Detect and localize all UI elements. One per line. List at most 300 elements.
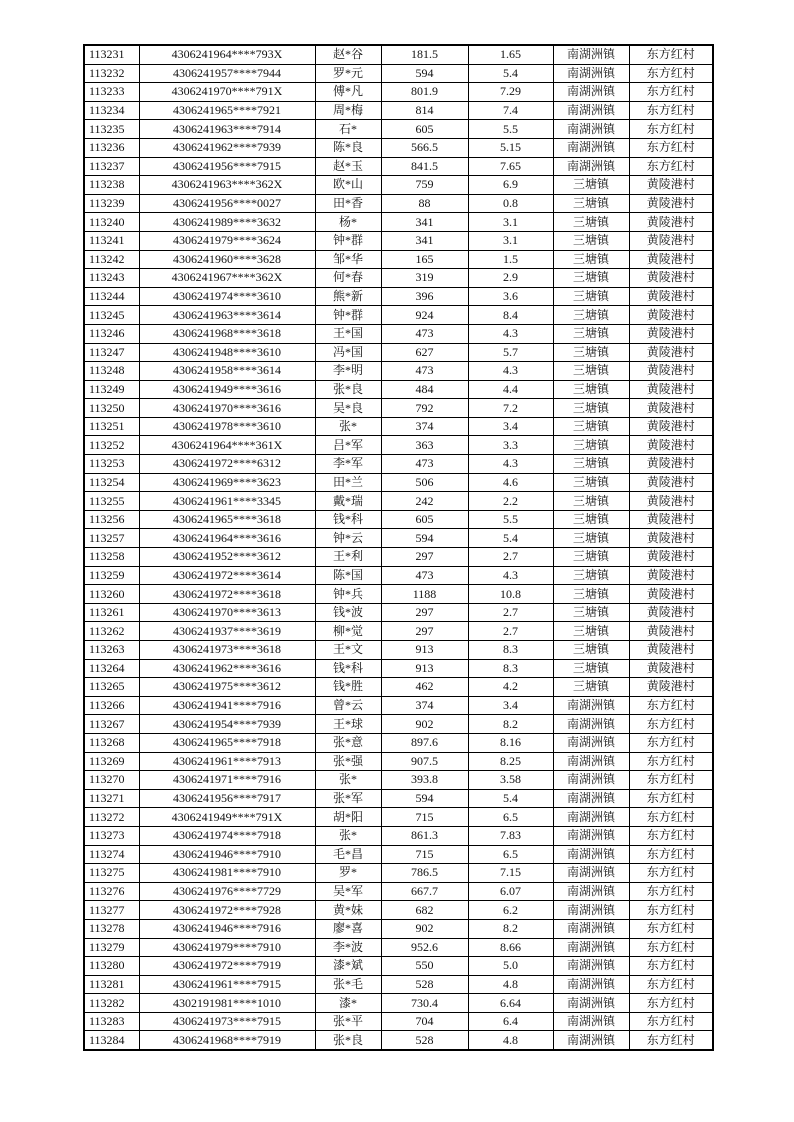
village-cell: 黄陵港村 (629, 548, 713, 567)
serial-number-cell: 113245 (84, 306, 139, 325)
amount-cell: 473 (381, 455, 468, 474)
id-number-cell: 4306241967****362X (139, 269, 315, 288)
amount-cell: 902 (381, 715, 468, 734)
village-cell: 黄陵港村 (629, 399, 713, 418)
town-cell: 三塘镇 (553, 417, 629, 436)
quantity-cell: 4.8 (468, 975, 553, 994)
town-cell: 南湖洲镇 (553, 733, 629, 752)
table-row (84, 529, 713, 548)
town-cell: 南湖洲镇 (553, 919, 629, 938)
serial-number-cell: 113251 (84, 417, 139, 436)
id-number-cell: 4306241941****7916 (139, 696, 315, 715)
serial-number-cell: 113269 (84, 752, 139, 771)
table-row (84, 436, 713, 455)
id-number-cell: 4306241952****3612 (139, 548, 315, 567)
town-cell: 三塘镇 (553, 603, 629, 622)
id-number-cell: 4306241937****3619 (139, 622, 315, 641)
name-cell: 吴*良 (315, 399, 381, 418)
table-row (84, 492, 713, 511)
village-cell: 东方红村 (629, 882, 713, 901)
id-number-cell: 4302191981****1010 (139, 994, 315, 1013)
id-number-cell: 4306241970****3613 (139, 603, 315, 622)
name-cell: 张* (315, 826, 381, 845)
serial-number-cell: 113235 (84, 120, 139, 139)
amount-cell: 913 (381, 641, 468, 660)
serial-number-cell: 113283 (84, 1012, 139, 1031)
town-cell: 南湖洲镇 (553, 120, 629, 139)
village-cell: 黄陵港村 (629, 417, 713, 436)
village-cell: 东方红村 (629, 919, 713, 938)
name-cell: 田*香 (315, 194, 381, 213)
id-number-cell: 4306241971****7916 (139, 771, 315, 790)
quantity-cell: 5.15 (468, 138, 553, 157)
id-number-cell: 4306241989****3632 (139, 213, 315, 232)
quantity-cell: 3.1 (468, 213, 553, 232)
village-cell: 黄陵港村 (629, 622, 713, 641)
quantity-cell: 8.3 (468, 641, 553, 660)
amount-cell: 473 (381, 324, 468, 343)
village-cell: 黄陵港村 (629, 603, 713, 622)
name-cell: 赵*谷 (315, 45, 381, 64)
town-cell: 三塘镇 (553, 362, 629, 381)
id-number-cell: 4306241969****3623 (139, 473, 315, 492)
serial-number-cell: 113255 (84, 492, 139, 511)
table-row (84, 380, 713, 399)
amount-cell: 165 (381, 250, 468, 269)
serial-number-cell: 113244 (84, 287, 139, 306)
name-cell: 张*强 (315, 752, 381, 771)
table-row (84, 324, 713, 343)
table-row (84, 1012, 713, 1031)
table-row (84, 696, 713, 715)
quantity-cell: 8.2 (468, 715, 553, 734)
quantity-cell: 5.7 (468, 343, 553, 362)
village-cell: 黄陵港村 (629, 287, 713, 306)
name-cell: 胡*阳 (315, 808, 381, 827)
village-cell: 东方红村 (629, 771, 713, 790)
village-cell: 黄陵港村 (629, 659, 713, 678)
quantity-cell: 8.25 (468, 752, 553, 771)
amount-cell: 242 (381, 492, 468, 511)
village-cell: 黄陵港村 (629, 176, 713, 195)
name-cell: 何*春 (315, 269, 381, 288)
serial-number-cell: 113241 (84, 231, 139, 250)
quantity-cell: 4.3 (468, 324, 553, 343)
name-cell: 钟*云 (315, 529, 381, 548)
village-cell: 黄陵港村 (629, 194, 713, 213)
quantity-cell: 5.4 (468, 529, 553, 548)
town-cell: 南湖洲镇 (553, 696, 629, 715)
table-row (84, 417, 713, 436)
table-row (84, 250, 713, 269)
quantity-cell: 4.8 (468, 1031, 553, 1050)
amount-cell: 759 (381, 176, 468, 195)
name-cell: 李*军 (315, 455, 381, 474)
id-number-cell: 4306241949****791X (139, 808, 315, 827)
village-cell: 东方红村 (629, 696, 713, 715)
village-cell: 黄陵港村 (629, 678, 713, 697)
serial-number-cell: 113260 (84, 585, 139, 604)
town-cell: 南湖洲镇 (553, 901, 629, 920)
quantity-cell: 6.64 (468, 994, 553, 1013)
serial-number-cell: 113238 (84, 176, 139, 195)
name-cell: 柳*觉 (315, 622, 381, 641)
table-row (84, 343, 713, 362)
serial-number-cell: 113253 (84, 455, 139, 474)
town-cell: 三塘镇 (553, 492, 629, 511)
town-cell: 南湖洲镇 (553, 1012, 629, 1031)
serial-number-cell: 113268 (84, 733, 139, 752)
town-cell: 三塘镇 (553, 343, 629, 362)
name-cell: 吕*军 (315, 436, 381, 455)
table-row (84, 548, 713, 567)
name-cell: 毛*昌 (315, 845, 381, 864)
id-number-cell: 4306241972****6312 (139, 455, 315, 474)
name-cell: 钱*胜 (315, 678, 381, 697)
amount-cell: 528 (381, 1031, 468, 1050)
village-cell: 东方红村 (629, 808, 713, 827)
name-cell: 陈*良 (315, 138, 381, 157)
serial-number-cell: 113231 (84, 45, 139, 64)
town-cell: 三塘镇 (553, 510, 629, 529)
id-number-cell: 4306241946****7910 (139, 845, 315, 864)
table-body (84, 45, 713, 1050)
amount-cell: 841.5 (381, 157, 468, 176)
table-row (84, 45, 713, 64)
serial-number-cell: 113257 (84, 529, 139, 548)
quantity-cell: 2.9 (468, 269, 553, 288)
town-cell: 南湖洲镇 (553, 157, 629, 176)
quantity-cell: 8.16 (468, 733, 553, 752)
quantity-cell: 3.58 (468, 771, 553, 790)
table-row (84, 566, 713, 585)
id-number-cell: 4306241963****3614 (139, 306, 315, 325)
table-row (84, 510, 713, 529)
quantity-cell: 4.3 (468, 455, 553, 474)
amount-cell: 667.7 (381, 882, 468, 901)
name-cell: 王*利 (315, 548, 381, 567)
name-cell: 赵*玉 (315, 157, 381, 176)
amount-cell: 473 (381, 362, 468, 381)
table-row (84, 306, 713, 325)
amount-cell: 913 (381, 659, 468, 678)
quantity-cell: 2.2 (468, 492, 553, 511)
name-cell: 张*毛 (315, 975, 381, 994)
amount-cell: 594 (381, 64, 468, 83)
id-number-cell: 4306241949****3616 (139, 380, 315, 399)
amount-cell: 341 (381, 231, 468, 250)
village-cell: 东方红村 (629, 789, 713, 808)
table-row (84, 194, 713, 213)
name-cell: 傅*凡 (315, 83, 381, 102)
village-cell: 东方红村 (629, 83, 713, 102)
quantity-cell: 6.5 (468, 808, 553, 827)
table-row (84, 678, 713, 697)
name-cell: 罗* (315, 864, 381, 883)
amount-cell: 786.5 (381, 864, 468, 883)
name-cell: 张*平 (315, 1012, 381, 1031)
serial-number-cell: 113252 (84, 436, 139, 455)
table-row (84, 176, 713, 195)
serial-number-cell: 113258 (84, 548, 139, 567)
table-row (84, 399, 713, 418)
quantity-cell: 2.7 (468, 603, 553, 622)
amount-cell: 393.8 (381, 771, 468, 790)
table-row (84, 101, 713, 120)
serial-number-cell: 113239 (84, 194, 139, 213)
amount-cell: 594 (381, 789, 468, 808)
village-cell: 东方红村 (629, 101, 713, 120)
id-number-cell: 4306241978****3610 (139, 417, 315, 436)
town-cell: 南湖洲镇 (553, 975, 629, 994)
id-number-cell: 4306241972****7928 (139, 901, 315, 920)
amount-cell: 897.6 (381, 733, 468, 752)
name-cell: 钟*兵 (315, 585, 381, 604)
village-cell: 黄陵港村 (629, 306, 713, 325)
table-row (84, 622, 713, 641)
quantity-cell: 1.65 (468, 45, 553, 64)
village-cell: 黄陵港村 (629, 529, 713, 548)
village-cell: 黄陵港村 (629, 324, 713, 343)
name-cell: 石* (315, 120, 381, 139)
town-cell: 三塘镇 (553, 622, 629, 641)
serial-number-cell: 113262 (84, 622, 139, 641)
town-cell: 三塘镇 (553, 473, 629, 492)
village-cell: 黄陵港村 (629, 510, 713, 529)
name-cell: 王*文 (315, 641, 381, 660)
amount-cell: 715 (381, 845, 468, 864)
name-cell: 陈*国 (315, 566, 381, 585)
id-number-cell: 4306241961****7913 (139, 752, 315, 771)
town-cell: 三塘镇 (553, 176, 629, 195)
name-cell: 曾*云 (315, 696, 381, 715)
name-cell: 熊*新 (315, 287, 381, 306)
id-number-cell: 4306241956****0027 (139, 194, 315, 213)
table-row (84, 603, 713, 622)
amount-cell: 605 (381, 510, 468, 529)
id-number-cell: 4306241973****3618 (139, 641, 315, 660)
quantity-cell: 8.4 (468, 306, 553, 325)
town-cell: 三塘镇 (553, 269, 629, 288)
town-cell: 南湖洲镇 (553, 45, 629, 64)
id-number-cell: 4306241974****3610 (139, 287, 315, 306)
id-number-cell: 4306241965****7918 (139, 733, 315, 752)
quantity-cell: 7.2 (468, 399, 553, 418)
town-cell: 三塘镇 (553, 213, 629, 232)
village-cell: 黄陵港村 (629, 362, 713, 381)
amount-cell: 528 (381, 975, 468, 994)
village-cell: 东方红村 (629, 1031, 713, 1050)
id-number-cell: 4306241958****3614 (139, 362, 315, 381)
quantity-cell: 4.4 (468, 380, 553, 399)
table-row (84, 808, 713, 827)
table-row (84, 733, 713, 752)
quantity-cell: 5.0 (468, 957, 553, 976)
table-row (84, 826, 713, 845)
id-number-cell: 4306241954****7939 (139, 715, 315, 734)
id-number-cell: 4306241975****3612 (139, 678, 315, 697)
village-cell: 黄陵港村 (629, 436, 713, 455)
id-number-cell: 4306241979****7910 (139, 938, 315, 957)
quantity-cell: 1.5 (468, 250, 553, 269)
town-cell: 南湖洲镇 (553, 957, 629, 976)
amount-cell: 605 (381, 120, 468, 139)
amount-cell: 341 (381, 213, 468, 232)
quantity-cell: 5.5 (468, 510, 553, 529)
town-cell: 三塘镇 (553, 529, 629, 548)
name-cell: 张*良 (315, 1031, 381, 1050)
table-row (84, 473, 713, 492)
village-cell: 东方红村 (629, 975, 713, 994)
town-cell: 三塘镇 (553, 231, 629, 250)
quantity-cell: 0.8 (468, 194, 553, 213)
serial-number-cell: 113261 (84, 603, 139, 622)
id-number-cell: 4306241957****7944 (139, 64, 315, 83)
name-cell: 钟*群 (315, 231, 381, 250)
table-row (84, 789, 713, 808)
id-number-cell: 4306241961****3345 (139, 492, 315, 511)
name-cell: 欧*山 (315, 176, 381, 195)
serial-number-cell: 113243 (84, 269, 139, 288)
id-number-cell: 4306241981****7910 (139, 864, 315, 883)
name-cell: 廖*喜 (315, 919, 381, 938)
town-cell: 三塘镇 (553, 436, 629, 455)
town-cell: 南湖洲镇 (553, 752, 629, 771)
village-cell: 黄陵港村 (629, 641, 713, 660)
table-row (84, 994, 713, 1013)
serial-number-cell: 113265 (84, 678, 139, 697)
town-cell: 三塘镇 (553, 399, 629, 418)
town-cell: 南湖洲镇 (553, 64, 629, 83)
town-cell: 南湖洲镇 (553, 938, 629, 957)
quantity-cell: 4.2 (468, 678, 553, 697)
amount-cell: 682 (381, 901, 468, 920)
amount-cell: 374 (381, 417, 468, 436)
amount-cell: 1188 (381, 585, 468, 604)
name-cell: 钟*群 (315, 306, 381, 325)
id-number-cell: 4306241962****7939 (139, 138, 315, 157)
village-cell: 东方红村 (629, 864, 713, 883)
table-row (84, 64, 713, 83)
village-cell: 东方红村 (629, 826, 713, 845)
serial-number-cell: 113247 (84, 343, 139, 362)
serial-number-cell: 113248 (84, 362, 139, 381)
serial-number-cell: 113271 (84, 789, 139, 808)
id-number-cell: 4306241979****3624 (139, 231, 315, 250)
serial-number-cell: 113264 (84, 659, 139, 678)
serial-number-cell: 113280 (84, 957, 139, 976)
serial-number-cell: 113236 (84, 138, 139, 157)
village-cell: 黄陵港村 (629, 343, 713, 362)
serial-number-cell: 113266 (84, 696, 139, 715)
name-cell: 杨* (315, 213, 381, 232)
village-cell: 东方红村 (629, 120, 713, 139)
village-cell: 东方红村 (629, 715, 713, 734)
village-cell: 黄陵港村 (629, 250, 713, 269)
village-cell: 东方红村 (629, 957, 713, 976)
id-number-cell: 4306241946****7916 (139, 919, 315, 938)
quantity-cell: 3.4 (468, 696, 553, 715)
amount-cell: 952.6 (381, 938, 468, 957)
amount-cell: 374 (381, 696, 468, 715)
quantity-cell: 7.83 (468, 826, 553, 845)
town-cell: 南湖洲镇 (553, 83, 629, 102)
id-number-cell: 4306241964****793X (139, 45, 315, 64)
id-number-cell: 4306241970****791X (139, 83, 315, 102)
table-row (84, 659, 713, 678)
quantity-cell: 6.07 (468, 882, 553, 901)
town-cell: 南湖洲镇 (553, 826, 629, 845)
table-row (84, 715, 713, 734)
amount-cell: 297 (381, 548, 468, 567)
name-cell: 钱*科 (315, 659, 381, 678)
name-cell: 冯*国 (315, 343, 381, 362)
town-cell: 南湖洲镇 (553, 138, 629, 157)
table-row (84, 1031, 713, 1050)
serial-number-cell: 113284 (84, 1031, 139, 1050)
serial-number-cell: 113282 (84, 994, 139, 1013)
amount-cell: 88 (381, 194, 468, 213)
town-cell: 三塘镇 (553, 585, 629, 604)
id-number-cell: 4306241972****3614 (139, 566, 315, 585)
serial-number-cell: 113277 (84, 901, 139, 920)
serial-number-cell: 113273 (84, 826, 139, 845)
village-cell: 黄陵港村 (629, 455, 713, 474)
id-number-cell: 4306241956****7915 (139, 157, 315, 176)
town-cell: 南湖洲镇 (553, 715, 629, 734)
quantity-cell: 4.6 (468, 473, 553, 492)
serial-number-cell: 113233 (84, 83, 139, 102)
serial-number-cell: 113276 (84, 882, 139, 901)
name-cell: 周*梅 (315, 101, 381, 120)
name-cell: 罗*元 (315, 64, 381, 83)
id-number-cell: 4306241968****3618 (139, 324, 315, 343)
table-row (84, 975, 713, 994)
name-cell: 田*兰 (315, 473, 381, 492)
serial-number-cell: 113250 (84, 399, 139, 418)
village-cell: 黄陵港村 (629, 231, 713, 250)
id-number-cell: 4306241962****3616 (139, 659, 315, 678)
quantity-cell: 3.4 (468, 417, 553, 436)
table-row (84, 919, 713, 938)
quantity-cell: 7.4 (468, 101, 553, 120)
town-cell: 三塘镇 (553, 641, 629, 660)
village-cell: 黄陵港村 (629, 585, 713, 604)
amount-cell: 566.5 (381, 138, 468, 157)
serial-number-cell: 113254 (84, 473, 139, 492)
quantity-cell: 5.4 (468, 64, 553, 83)
quantity-cell: 6.9 (468, 176, 553, 195)
table-row (84, 157, 713, 176)
serial-number-cell: 113232 (84, 64, 139, 83)
town-cell: 三塘镇 (553, 287, 629, 306)
name-cell: 张*军 (315, 789, 381, 808)
id-number-cell: 4306241961****7915 (139, 975, 315, 994)
table-row (84, 213, 713, 232)
serial-number-cell: 113246 (84, 324, 139, 343)
town-cell: 三塘镇 (553, 306, 629, 325)
village-cell: 东方红村 (629, 752, 713, 771)
quantity-cell: 5.4 (468, 789, 553, 808)
id-number-cell: 4306241963****362X (139, 176, 315, 195)
town-cell: 三塘镇 (553, 548, 629, 567)
town-cell: 三塘镇 (553, 566, 629, 585)
town-cell: 三塘镇 (553, 194, 629, 213)
id-number-cell: 4306241963****7914 (139, 120, 315, 139)
id-number-cell: 4306241976****7729 (139, 882, 315, 901)
village-cell: 黄陵港村 (629, 566, 713, 585)
quantity-cell: 4.3 (468, 362, 553, 381)
